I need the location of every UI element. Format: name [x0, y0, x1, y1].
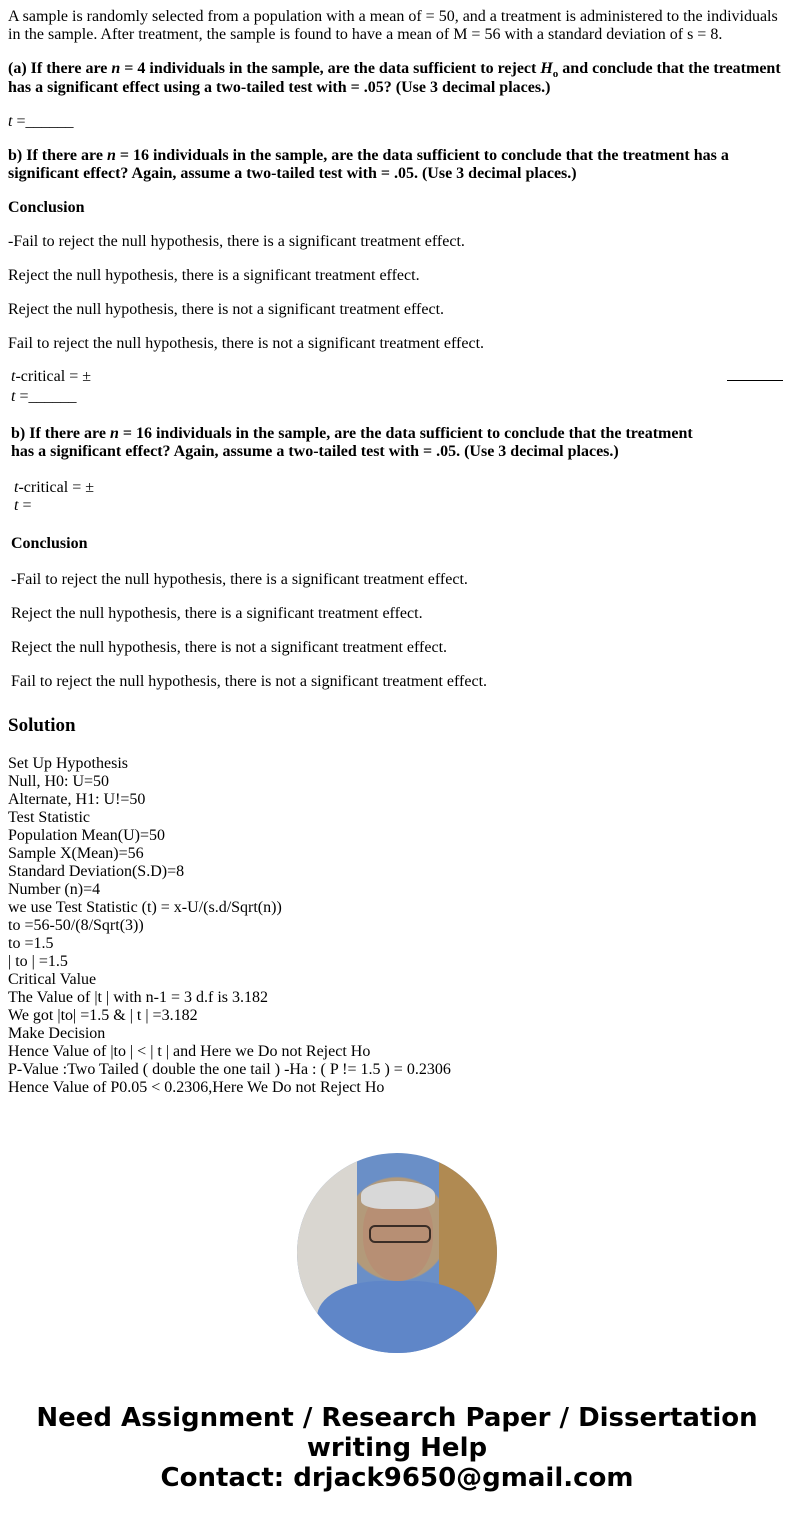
part-a-question [8, 60, 786, 97]
part-b-question [8, 147, 786, 183]
author-avatar [297, 1153, 497, 1353]
solution-line: Set Up Hypothesis [8, 755, 128, 772]
solution-line: to =1.5 [8, 935, 54, 952]
option-2: Reject the null hypothesis, there is a significant treatment effect. [8, 267, 420, 284]
t-critical-blank [460, 367, 786, 387]
part-b-option-3: Reject the null hypothesis, there is not a significant treatment effect. [11, 639, 448, 656]
solution-line: Make Decision [8, 1025, 106, 1042]
n-variable: n [109, 425, 119, 442]
solution-line: Hence Value of |to | < | t | and Here we Do not Reject Ho [8, 1043, 371, 1060]
footer-line-1: Need Assignment / Research Paper / Dissertation [36, 1403, 758, 1433]
solution-line: Population Mean(U)=50 [8, 827, 165, 844]
t-critical-label: -critical = ± [15, 368, 91, 385]
t-variable: t [8, 113, 13, 130]
part-b-text-1: b) If there are [11, 425, 110, 442]
part-b-option-2: Reject the null hypothesis, there is a significant treatment effect. [11, 605, 423, 622]
part-b-conclusion-heading: Conclusion [11, 535, 88, 552]
part-b-option-1: -Fail to reject the null hypothesis, there is a significant treatment effect. [11, 571, 468, 588]
conclusion-heading: Conclusion [8, 199, 85, 216]
t-variable: t [14, 497, 19, 514]
option-4: Fail to reject the null hypothesis, there is not a significant treatment effect. [8, 335, 485, 352]
solution-line: The Value of |t | with n-1 = 3 d.f is 3.182 [8, 989, 268, 1006]
part-b-text-1: b) If there are [8, 147, 107, 164]
solution-line: Alternate, H1: U!=50 [8, 791, 146, 808]
critical-table [8, 367, 786, 407]
part-a-t-answer [8, 113, 786, 131]
solution-line: Sample X(Mean)=56 [8, 845, 144, 862]
h-variable: H [540, 60, 553, 77]
part-b-t-value [14, 497, 786, 515]
t-variable: t [11, 368, 16, 385]
n-variable: n [111, 60, 121, 77]
h-subscript: o [552, 68, 559, 80]
t-critical-label: -critical = ± [18, 479, 94, 496]
solution-line: we use Test Statistic (t) = x-U/(s.d/Sqrt(n)) [8, 899, 282, 916]
solution-heading: Solution [8, 715, 76, 736]
t-blank: = [18, 497, 32, 514]
t-value-cell [8, 387, 460, 407]
part-b-text-2: = 16 individuals in the sample, are the data sufficient to conclude that the treatment has a significant effect? Again, assume a two-tailed test with = .05. (Use 3 decimal places.) [8, 147, 729, 182]
solution-line: Hence Value of P0.05 < 0.2306,Here We Do not Reject Ho [8, 1079, 385, 1096]
promo-footer [0, 1403, 794, 1493]
part-b-option-4: Fail to reject the null hypothesis, there is not a significant treatment effect. [11, 673, 488, 690]
part-b-section [11, 425, 786, 691]
solution-line: Standard Deviation(S.D)=8 [8, 863, 185, 880]
solution-line: P-Value :Two Tailed ( double the one tail ) -Ha : ( P != 1.5 ) = 0.2306 [8, 1061, 451, 1078]
solution-line: Number (n)=4 [8, 881, 101, 898]
part-a-text-3: and conclude that the treatment has a significant effect using a two-tailed test with = .05? (Use 3 decimal places.) [8, 60, 781, 96]
solution-line: We got |to| =1.5 & | t | =3.182 [8, 1007, 198, 1024]
part-b-text-2: = 16 individuals in the sample, are the data sufficient to conclude that the treatment has a significant effect? Again, assume a two-tailed test with = .05. (Use 3 decimal places.) [11, 425, 693, 460]
solution-body [8, 755, 786, 1097]
solution-line: Test Statistic [8, 809, 90, 826]
t-blank: =______ [12, 113, 74, 130]
solution-line: to =56-50/(8/Sqrt(3)) [8, 917, 144, 934]
solution-line: Critical Value [8, 971, 97, 988]
footer-line-2: writing Help [306, 1433, 488, 1463]
part-a-text-1: (a) If there are [8, 60, 112, 77]
option-1: -Fail to reject the null hypothesis, there is a significant treatment effect. [8, 233, 465, 250]
problem-intro: A sample is randomly selected from a population with a mean of = 50, and a treatment is administered to the individuals in the sample. After treatment, the sample is found to have a mean of M = 56 with a standard deviation of s = 8. [8, 8, 778, 43]
t-blank: =______ [15, 388, 77, 405]
t-critical-cell [8, 367, 460, 387]
t-variable: t [11, 388, 16, 405]
option-3: Reject the null hypothesis, there is not a significant treatment effect. [8, 301, 445, 318]
t-variable: t [14, 479, 19, 496]
footer-contact: Contact: drjack9650@gmail.com [160, 1463, 634, 1493]
part-b-answers [14, 479, 786, 515]
solution-line: | to | =1.5 [8, 953, 68, 970]
part-a-text-2: = 4 individuals in the sample, are the data sufficient to reject [120, 60, 541, 77]
part-b-t-critical [14, 479, 786, 497]
part-b-question-repeat [11, 425, 716, 461]
n-variable: n [106, 147, 116, 164]
solution-line: Null, H0: U=50 [8, 773, 110, 790]
